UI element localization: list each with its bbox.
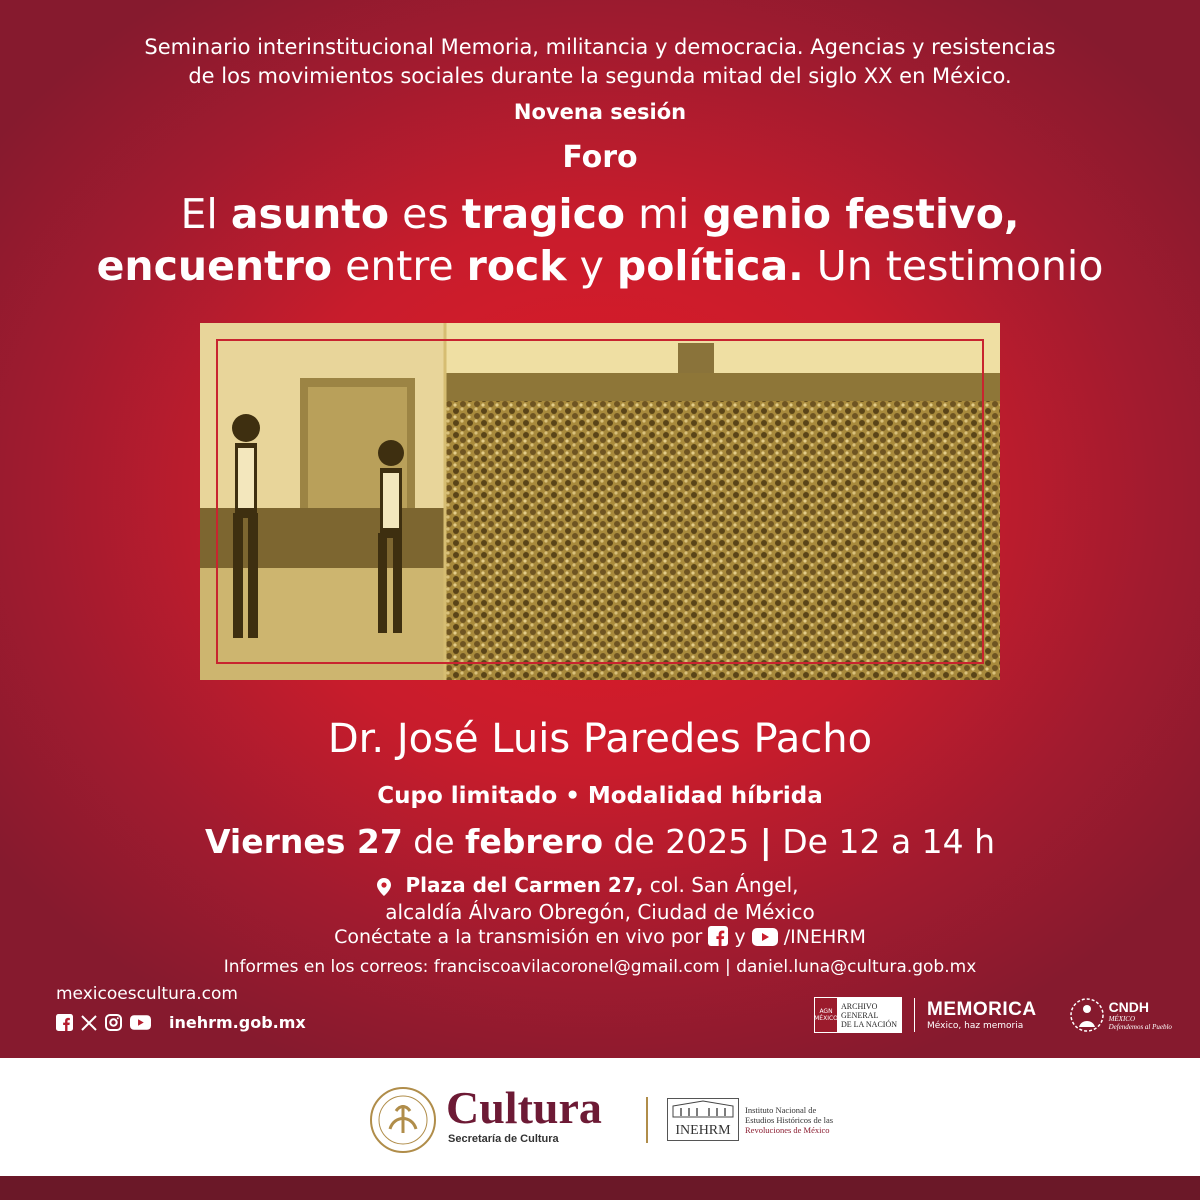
cndh-name: CNDH [1108, 999, 1150, 1015]
building-icon [671, 1100, 735, 1118]
modality-info: Cupo limitado • Modalidad híbrida [377, 783, 823, 809]
inehrm-site-link[interactable]: inehrm.gob.mx [169, 1013, 306, 1032]
event-title [0, 188, 1200, 292]
youtube-icon[interactable] [130, 1015, 151, 1030]
partner-logos [814, 997, 1172, 1033]
footer-divider [646, 1097, 648, 1143]
inehrm-description: Instituto Nacional de Estudios Históricos de las Revoluciones de México [745, 1104, 834, 1135]
memorica-tagline: México, haz memoria [927, 1021, 1024, 1031]
social-links [56, 1013, 306, 1032]
inehrm-acronym: INEHRM [675, 1123, 731, 1138]
seminar-title [0, 33, 1200, 91]
event-title-line1: El asunto es tragico mi genio festivo, [180, 190, 1020, 238]
address-line1: Plaza del Carmen 27, col. San Ángel, [0, 872, 1200, 899]
agn-mark: AGN MÉXICO [815, 998, 837, 1032]
session-label: Novena sesión [513, 100, 687, 124]
agn-text: ARCHIVO GENERAL DE LA NACIÓN [841, 1001, 897, 1029]
event-date: Viernes 27 de febrero de 2025 | De 12 a 14 h [204, 822, 996, 861]
memorica-name: MEMORICA [927, 999, 1037, 1020]
national-seal-icon [368, 1085, 438, 1155]
cndh-emblem-icon [1069, 997, 1105, 1033]
footer-bar [0, 1176, 1200, 1200]
cndh-tagline: Defendemos al Pueblo [1108, 1023, 1172, 1031]
cultura-logo [446, 1083, 602, 1145]
logo-divider [914, 998, 915, 1032]
cultura-name: Cultura [446, 1082, 602, 1133]
youtube-icon[interactable] [752, 928, 778, 946]
website-link[interactable]: mexicoescultura.com [56, 984, 238, 1004]
location-pin-icon [377, 878, 391, 896]
event-type: Foro [562, 140, 638, 175]
event-address [0, 872, 1200, 926]
inehrm-logo [667, 1098, 833, 1141]
facebook-icon[interactable] [708, 926, 728, 946]
x-icon[interactable] [81, 1015, 97, 1031]
speaker-name: Dr. José Luis Paredes Pacho [327, 716, 873, 762]
memorica-logo [927, 999, 1037, 1031]
agn-logo [814, 997, 902, 1033]
event-title-line2: encuentro entre rock y política. Un testimonio [96, 242, 1104, 290]
contact-emails: Informes en los correos: franciscoavilacoronel@gmail.com | daniel.luna@cultura.gob.mx [223, 957, 977, 977]
facebook-icon[interactable] [56, 1014, 73, 1031]
cndh-country: MÉXICO [1108, 1015, 1136, 1023]
seminar-title-line2: de los movimientos sociales durante la segunda mitad del siglo XX en México. [188, 64, 1012, 88]
inehrm-mark [667, 1098, 739, 1141]
address-line2: alcaldía Álvaro Obregón, Ciudad de México [385, 900, 815, 924]
stream-info: Conéctate a la transmisión en vivo por y /INEHRM [334, 926, 866, 948]
photo-frame [216, 339, 984, 664]
seminar-title-line1: Seminario interinstitucional Memoria, militancia y democracia. Agencias y resistencias [144, 35, 1056, 59]
cndh-logo [1069, 997, 1172, 1033]
cultura-subtitle: Secretaría de Cultura [448, 1133, 559, 1145]
instagram-icon[interactable] [105, 1014, 122, 1031]
